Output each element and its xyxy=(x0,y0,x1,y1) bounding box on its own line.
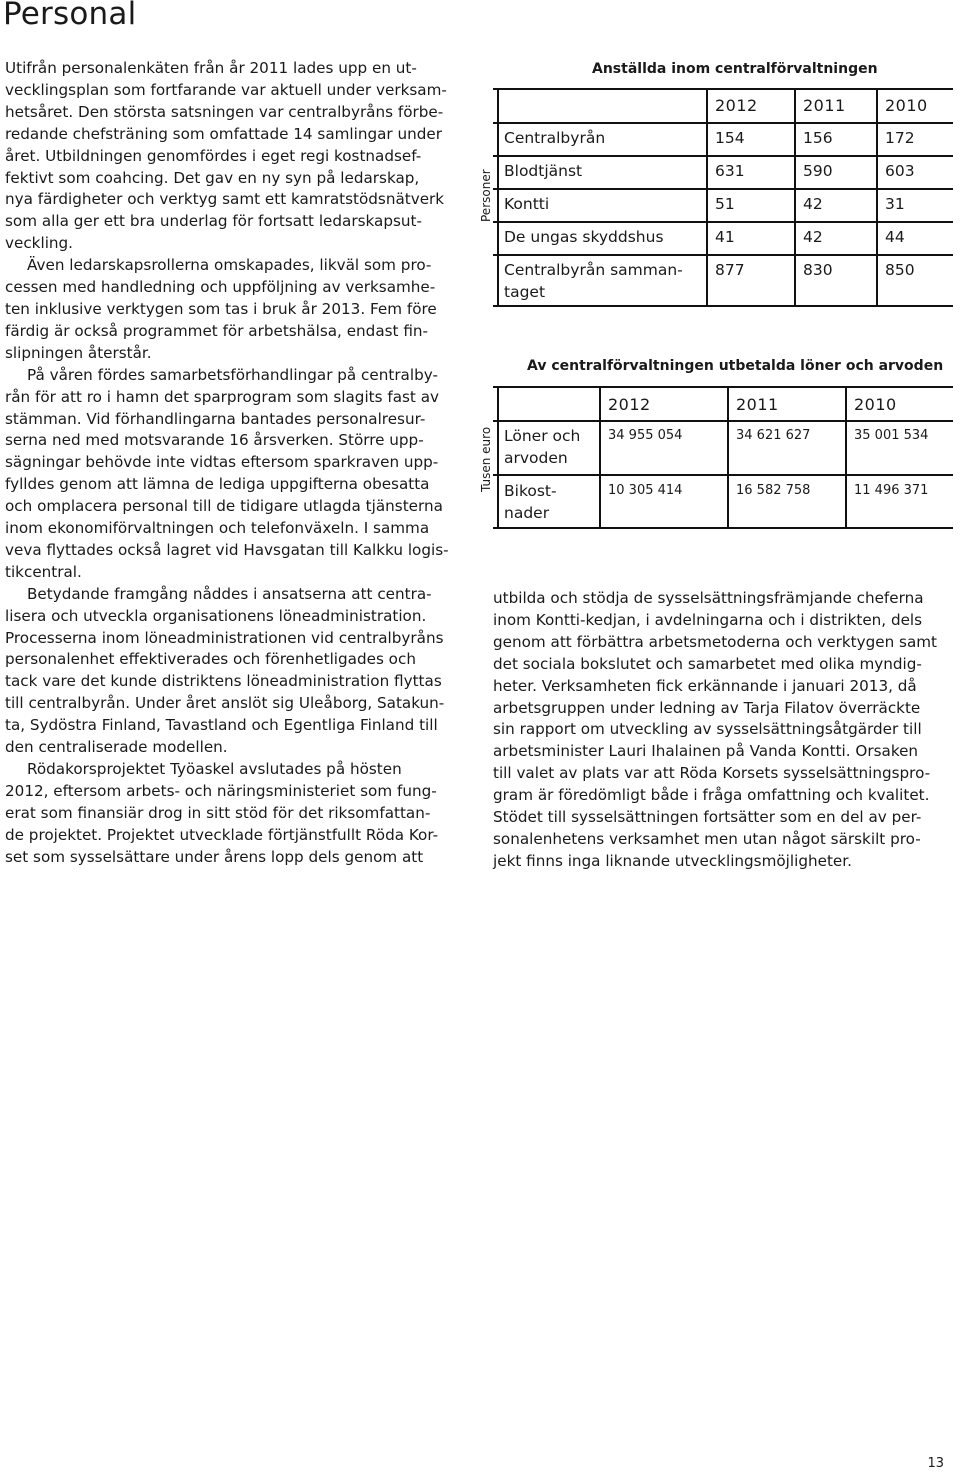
table-rule xyxy=(493,188,953,190)
column-header: 2012 xyxy=(608,395,651,414)
table-rule xyxy=(493,386,953,388)
row-label: De ungas skyddshus xyxy=(504,228,664,246)
text-line: det sociala bokslutet och samarbetet med olika myndig- xyxy=(493,654,922,673)
text-line: arbetsgruppen under ledning av Tarja Filatov överräckte xyxy=(493,698,921,717)
text-line: slipningen återstår. xyxy=(5,343,152,362)
text-line: ta, Sydöstra Finland, Tavastland och Egentliga Finland till xyxy=(5,716,438,735)
table-cell: 51 xyxy=(715,195,735,213)
table-cell: 603 xyxy=(885,162,915,180)
row-label: Löner och xyxy=(504,427,581,445)
text-line: tack vare det kunde distriktens löneadministration flyttas xyxy=(5,672,442,691)
table-cell: 41 xyxy=(715,228,735,246)
text-line: cessen med handledning och uppföljning av verksamhe- xyxy=(5,278,436,297)
table-rule xyxy=(493,88,953,90)
text-line: stämman. Vid förhandlingarna bantades personalresur- xyxy=(5,409,426,428)
staff-table-side-label: Personer xyxy=(479,169,493,222)
paragraph xyxy=(5,255,455,365)
table-rule xyxy=(493,122,953,124)
text-line: erat som finansiär drog in sitt stöd för det riksomfattan- xyxy=(5,803,431,822)
salaries-table-side-label: Tusen euro xyxy=(479,426,493,492)
table-rule xyxy=(493,305,953,307)
text-line: inom ekonomiförvaltningen och telefonväxeln. I samma xyxy=(5,519,430,538)
table-cell: 11 496 371 xyxy=(854,483,929,498)
table-cell: 44 xyxy=(885,228,905,246)
text-line: och omplacera personal till de tidigare utlagda tjänsterna xyxy=(5,497,443,516)
text-line: fylldes genom att lämna de lediga uppgifterna obesatta xyxy=(5,475,430,494)
table-cell: 34 955 054 xyxy=(608,428,683,443)
text-line: fektivt som coahcing. Det gav en ny syn på ledarskap, xyxy=(5,168,420,187)
table-rule xyxy=(493,527,953,529)
row-label: nader xyxy=(504,504,550,522)
table-border xyxy=(706,88,708,306)
column-header: 2012 xyxy=(715,96,758,115)
column-header: 2011 xyxy=(736,395,779,414)
text-line: till valet av plats var att Röda Korsets sysselsättningspro- xyxy=(493,764,931,783)
table-cell: 830 xyxy=(803,261,833,279)
table-cell: 631 xyxy=(715,162,745,180)
text-line: året. Utbildningen genomfördes i eget regi kostnadsef- xyxy=(5,146,422,165)
text-line: Även ledarskapsrollerna omskapades, likväl som pro- xyxy=(27,256,432,275)
row-label: Blodtjänst xyxy=(504,162,583,180)
text-line: till centralbyrån. Under året anslöt sig Uleåborg, Satakun- xyxy=(5,694,445,713)
text-line: Utifrån personalenkäten från år 2011 lades upp en ut- xyxy=(5,59,417,77)
paragraph xyxy=(5,759,455,869)
text-line: som alla ger ett bra underlag för fortsatt ledarskapsut- xyxy=(5,212,422,231)
text-line: Betydande framgång nåddes i ansatserna att centra- xyxy=(27,584,432,603)
text-line: Rödakorsprojektet Työaskel avslutades på hösten xyxy=(27,760,402,778)
text-line: heter. Verksamheten fick erkännande i januari 2013, då xyxy=(493,676,917,695)
text-line: På våren fördes samarbetsförhandlingar på centralby- xyxy=(27,365,438,384)
text-line: hetsåret. Den största satsningen var centralbyråns förbe- xyxy=(5,102,444,121)
text-line: de projektet. Projektet utvecklade förtjänstfullt Röda Kor- xyxy=(5,825,439,844)
text-line: Processerna inom löneadministrationen vid centralbyråns xyxy=(5,628,444,647)
row-label: Centralbyrån xyxy=(504,129,606,147)
text-line: gram är föredömligt både i fråga omfattning och kvalitet. xyxy=(493,786,930,805)
text-line: Stödet till sysselsättningen fortsätter som en del av per- xyxy=(493,808,922,827)
table-rule xyxy=(493,155,953,157)
table-cell: 16 582 758 xyxy=(736,483,811,498)
text-line: tikcentral. xyxy=(5,562,82,581)
table-rule xyxy=(493,221,953,223)
text-line: inom Kontti-kedjan, i avdelningarna och i distrikten, dels xyxy=(493,610,923,629)
text-line: redande chefsträning som omfattade 14 samlingar under xyxy=(5,124,442,143)
column-header: 2010 xyxy=(854,395,897,414)
table-cell: 42 xyxy=(803,195,823,213)
table-rule xyxy=(493,474,953,476)
row-label: Bikost- xyxy=(504,482,557,500)
text-line: veva flyttades också lagret vid Havsgatan till Kalkku logis- xyxy=(5,540,449,559)
table-cell: 154 xyxy=(715,129,745,147)
table-border xyxy=(599,386,601,528)
text-line: sin rapport om utveckling av sysselsättningsåtgärder till xyxy=(493,720,922,739)
table-cell: 31 xyxy=(885,195,905,213)
text-line: ten inklusive verktygen som tas i bruk år 2013. Fem före xyxy=(5,299,437,318)
table-border xyxy=(845,386,847,528)
text-line: veckling. xyxy=(5,234,74,253)
table-cell: 590 xyxy=(803,162,833,180)
table-cell: 35 001 534 xyxy=(854,428,929,443)
row-label: Centralbyrån samman- xyxy=(504,261,683,279)
text-line: 2012, eftersom arbets- och näringsministeriet som fung- xyxy=(5,781,437,800)
text-line: sägningar behövde inte vidtas eftersom sparkraven upp- xyxy=(5,453,439,472)
text-line: rån för att ro i hamn det sparprogram som slagits fast av xyxy=(5,387,440,406)
text-line: sonalenhetens verksamhet men utan något särskilt pro- xyxy=(493,829,921,848)
table-cell: 34 621 627 xyxy=(736,428,811,443)
text-line: vecklingsplan som fortfarande var aktuell under verksam- xyxy=(5,80,447,99)
text-line: genom att förbättra arbetsmetoderna och verktygen samt xyxy=(493,632,938,651)
text-line: nya färdigheter och verktyg samt ett kamratstödsnätverk xyxy=(5,190,445,209)
left-body-text xyxy=(5,58,455,869)
text-line: personalenhet effektiverades och förenhetligades och xyxy=(5,650,416,669)
column-header: 2010 xyxy=(885,96,928,115)
row-label: taget xyxy=(504,283,546,301)
row-label: arvoden xyxy=(504,449,568,467)
right-body-text xyxy=(493,588,951,873)
text-line: färdig är också programmet för arbetshälsa, endast fin- xyxy=(5,321,428,340)
staff-table-caption: Anställda inom centralförvaltningen xyxy=(592,61,878,77)
table-cell: 850 xyxy=(885,261,915,279)
text-line: arbetsminister Lauri Ihalainen på Vanda Kontti. Orsaken xyxy=(493,742,919,761)
paragraph xyxy=(5,365,455,584)
table-cell: 42 xyxy=(803,228,823,246)
text-line: utbilda och stödja de sysselsättningsfrämjande cheferna xyxy=(493,589,924,607)
table-border xyxy=(497,88,499,306)
text-line: lisera och utveckla organisationens löneadministration. xyxy=(5,606,427,625)
table-border xyxy=(497,386,499,528)
text-line: den centraliserade modellen. xyxy=(5,738,228,757)
salaries-table-caption: Av centralförvaltningen utbetalda löner och arvoden xyxy=(527,358,944,374)
text-line: set som sysselsättare under årens lopp dels genom att xyxy=(5,847,424,866)
paragraph xyxy=(493,588,951,873)
table-border xyxy=(727,386,729,528)
table-rule xyxy=(493,420,953,422)
page-title: Personal xyxy=(3,0,137,32)
text-line: jekt finns inga liknande utvecklingsmöjligheter. xyxy=(493,851,852,870)
table-cell: 172 xyxy=(885,129,915,147)
text-line: serna ned med motsvarande 16 årsverken. Större upp- xyxy=(5,431,424,450)
table-cell: 10 305 414 xyxy=(608,483,683,498)
page-number: 13 xyxy=(927,1456,944,1471)
table-border xyxy=(876,88,878,306)
paragraph xyxy=(5,58,455,255)
table-cell: 156 xyxy=(803,129,833,147)
table-rule xyxy=(493,254,953,256)
column-header: 2011 xyxy=(803,96,846,115)
row-label: Kontti xyxy=(504,195,550,213)
paragraph xyxy=(5,584,455,759)
table-border xyxy=(794,88,796,306)
table-cell: 877 xyxy=(715,261,745,279)
